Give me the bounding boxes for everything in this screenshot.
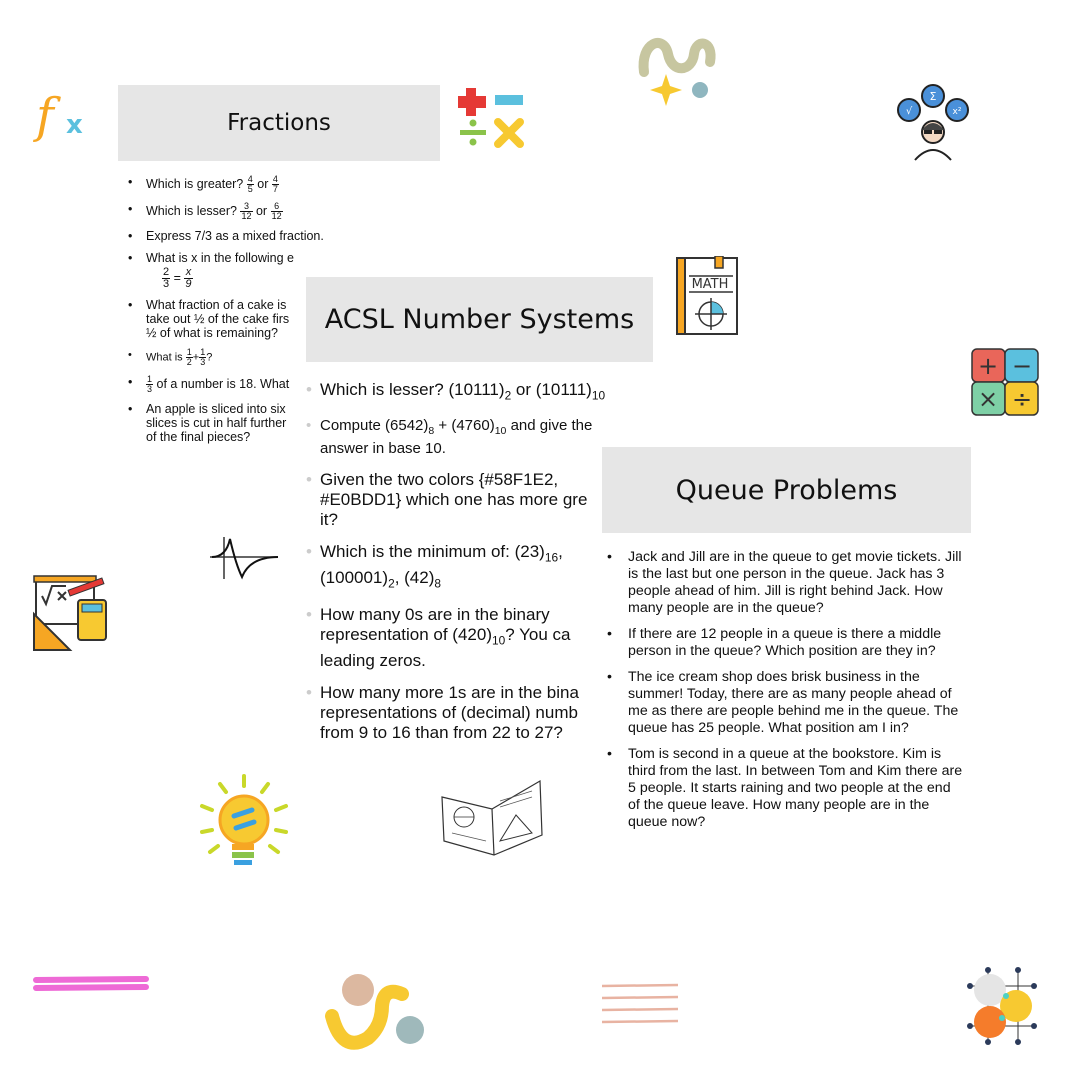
math-person-icon [893, 84, 973, 162]
geometry-board-icon [32, 574, 110, 652]
list-item: • Which is greater? $\frac{4}{5}$ or $\frac{4}{7}$ [118, 175, 448, 194]
list-item: • The ice cream shop does brisk business in the summer! Today, there are as many people ahead of me as there are people behind me in the queue. The queue has 25 people. What position am I in? [602, 669, 972, 737]
svg-text:√: √ [905, 106, 913, 117]
list-item: • Jack and Jill are in the queue to get movie tickets. Jill is the last but one person in the queue. Jack has 3 people ahead of him. Jill is right behind Jack. How many people are in the queue? [602, 549, 972, 617]
fractions-title: Fractions [118, 85, 440, 161]
list-item: • If there are 12 people in a queue is there a middle person in the queue? Which position are they in? [602, 626, 972, 660]
fraction: $\frac{4}{5}$ [247, 174, 253, 194]
svg-text:−: − [1011, 352, 1033, 380]
svg-text:MATH: MATH [691, 277, 729, 292]
svg-text:+: + [977, 352, 999, 380]
yellow-squiggle-decoration-icon [322, 966, 432, 1058]
list-item: • Given the two colors {#58F1E2, #E0BDD1} which one has more gre it? [306, 470, 656, 530]
svg-text:÷: ÷ [1011, 385, 1033, 413]
list-item: • $\frac{1}{3}$ of a number is 18. What [118, 375, 448, 394]
list-item: • Which is the minimum of: $(23)_{16}$, $(100001)_2$, $(42)_8$ [306, 542, 656, 593]
svg-text:×: × [977, 385, 999, 413]
math-operators-icon [458, 86, 528, 150]
list-item: • What is $\frac{1}{2}$ + $\frac{1}{3}$ ? [118, 348, 448, 367]
open-book-icon [440, 775, 544, 857]
list-item: • How many more 1s are in the bina representations of (decimal) numb from 9 to 16 than from 22 to 27? [306, 683, 656, 743]
list-item: • Compute $(6542)_8 + (4760)_{10}$ and give the answer in base 10. [306, 417, 656, 458]
network-circles-icon [962, 966, 1042, 1046]
list-item: • How many 0s are in the binary representation of $(420)_{10}$? You ca leading zeros. [306, 605, 656, 670]
queue-questions [602, 549, 972, 831]
list-item: • Which is lesser? $\frac{3}{12}$ or $\frac{6}{12}$ [118, 202, 448, 221]
squiggle-decoration-icon [636, 32, 720, 112]
fraction: $\frac{6}{12}$ [271, 201, 282, 221]
math-book-icon [675, 256, 739, 336]
list-item: • What fraction of a cake is take out ½ of the cake firs ½ of what is remaining? [118, 298, 448, 340]
queue-slide [602, 447, 972, 927]
fx-icon: f x [36, 88, 83, 144]
fraction: $\frac{4}{7}$ [272, 174, 278, 194]
svg-text:x²: x² [952, 107, 962, 117]
wave-function-icon [210, 535, 280, 581]
lines-decoration-icon [600, 982, 680, 1032]
svg-text:Σ: Σ [929, 90, 937, 103]
calculator-operators-icon [971, 348, 1039, 416]
list-item: • An apple is sliced into six slices is cut in half further of the final pieces? [118, 402, 448, 444]
lightbulb-icon [196, 774, 292, 874]
fraction: $\frac{3}{12}$ [241, 201, 252, 221]
list-item: • Tom is second in a queue at the bookstore. Kim is third from the last. In between Tom and Kim there are 5 people. It starts raining and two people at the end of the queue leave. How many people are in the queue now? [602, 746, 972, 831]
list-item: • What is x in the following e $\frac{2}{3}$ = $\frac{x}{9}$ [118, 251, 448, 290]
list-item: • Which is lesser? $(10111)_2$ or $(10111)_{10}$ [306, 380, 656, 405]
acsl-title: ACSL Number Systems [306, 277, 653, 362]
list-item: • Express 7/3 as a mixed fraction. [118, 229, 448, 243]
pink-stroke-decoration-icon [30, 974, 152, 994]
queue-title: Queue Problems [602, 447, 971, 533]
